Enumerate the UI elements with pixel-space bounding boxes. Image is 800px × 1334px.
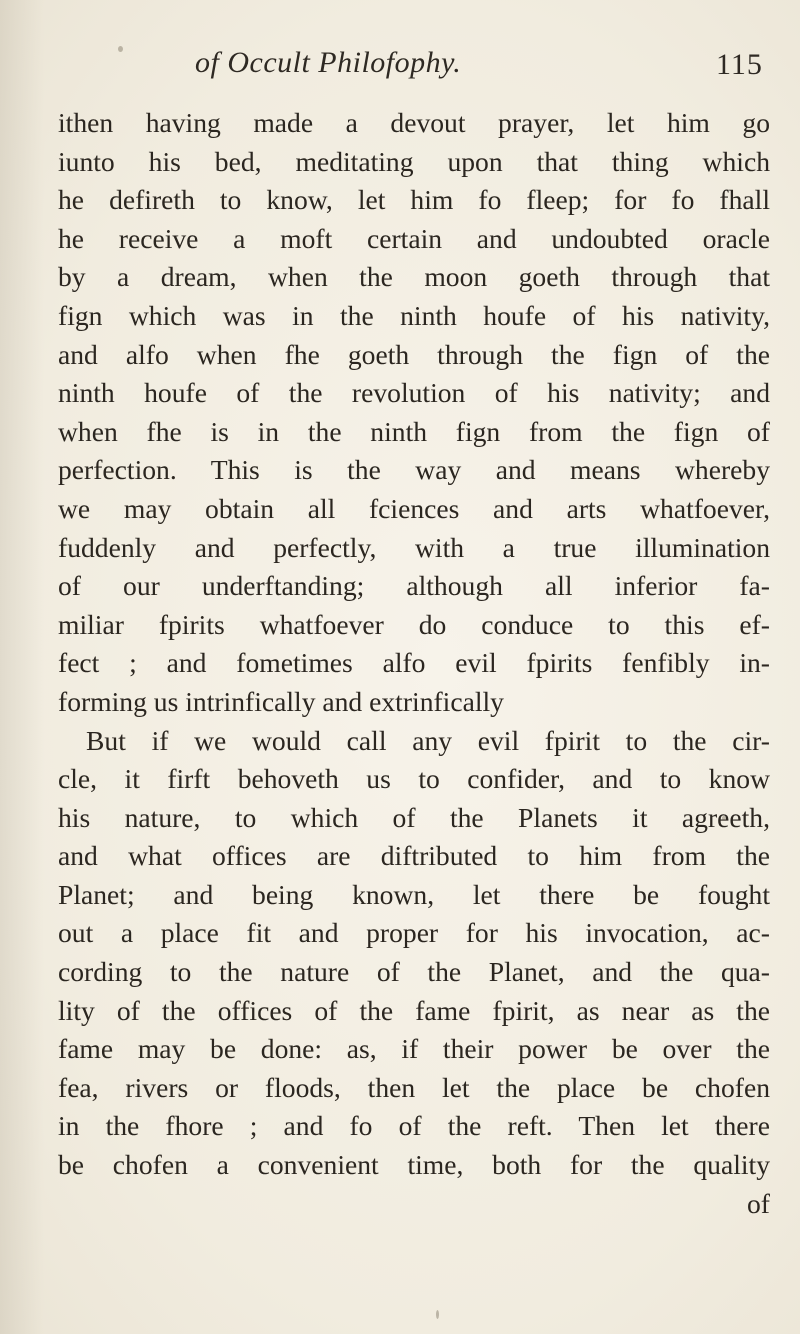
text-line: and alfo when fhe goeth through the fign of the [58, 338, 770, 370]
text-line: cle, it firft behoveth us to confider, and to know [58, 763, 770, 795]
text-line: fea, rivers or floods, then let the place be chofen [58, 1071, 770, 1103]
text-line: he defireth to know, let him fo fleep; for fo fhall [58, 184, 770, 216]
text-line: fect ; and fometimes alfo evil fpirits fenfibly in- [58, 647, 770, 679]
running-title: of Occult Philofophy. [195, 46, 462, 79]
text-line: fign which was in the ninth houfe of his nativity, [58, 299, 770, 331]
text-line: his nature, to which of the Planets it agreeth, [58, 801, 770, 833]
text-line: fuddenly and perfectly, with a true illumination [58, 531, 770, 563]
text-line: iunto his bed, meditating upon that thing which [58, 145, 770, 177]
text-line: miliar fpirits whatfoever do conduce to this ef- [58, 608, 770, 640]
text-line: perfection. This is the way and means whereby [58, 454, 770, 486]
text-line: by a dream, when the moon goeth through that [58, 261, 770, 293]
text-line: he receive a moft certain and undoubted oracle [58, 222, 770, 254]
text-line: lity of the offices of the fame fpirit, as near as the [58, 994, 770, 1026]
paragraph-start-line: But if we would call any evil fpirit to the cir- [86, 724, 770, 756]
binding-shadow [0, 0, 44, 1334]
paper-speck [722, 816, 726, 820]
text-line: out a place fit and proper for his invocation, ac- [58, 917, 770, 949]
text-line: be chofen a convenient time, both for the quality [58, 1149, 770, 1181]
paper-speck [436, 1310, 439, 1319]
text-line: we may obtain all fciences and arts whatfoever, [58, 492, 770, 524]
text-line: and what offices are diftributed to him from the [58, 840, 770, 872]
text-line: Planet; and being known, let there be fought [58, 878, 770, 910]
page-number: 115 [716, 48, 763, 81]
text-line: of our underftanding; although all inferior fa- [58, 570, 770, 602]
text-line: ninth houfe of the revolution of his nativity; and [58, 377, 770, 409]
text-line: cording to the nature of the Planet, and the qua- [58, 956, 770, 988]
text-line: when fhe is in the ninth fign from the fign of [58, 415, 770, 447]
text-line: forming us intrinfically and extrinfically [58, 685, 504, 717]
text-line: in the fhore ; and fo of the reft. Then let there [58, 1110, 770, 1142]
paper-speck [118, 46, 123, 52]
text-line: fame may be done: as, if their power be over the [58, 1033, 770, 1065]
catchword: of [747, 1187, 770, 1219]
text-line: ithen having made a devout prayer, let him go [58, 107, 770, 138]
body-text [58, 104, 770, 1223]
